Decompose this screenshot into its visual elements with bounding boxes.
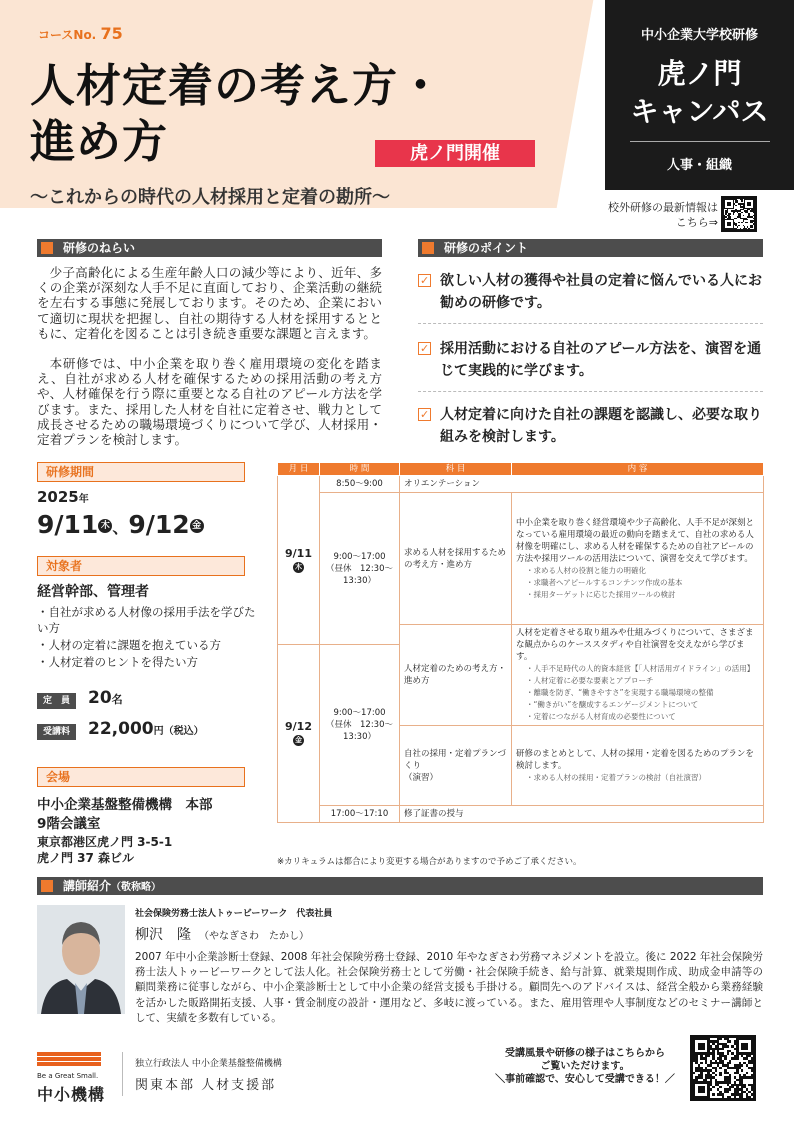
course-number: コースNo. 75 (38, 24, 123, 43)
campus-box (605, 0, 794, 190)
point-item: ✓ 人材定着に向けた自社の課題を認識し、必要な取り組みを検討します。 (418, 404, 763, 448)
curriculum-note: ※カリキュラムは都合により変更する場合がありますので予めご了承ください。 (277, 857, 582, 867)
instructor-org: 社会保険労務士法人トゥービーワーク 代表社員 (135, 909, 333, 919)
campus-top: 中小企業大学校研修 (640, 28, 758, 43)
time-cell: 17:00〜17:10 (320, 806, 400, 823)
fee-value: 22,000円（税込） (88, 719, 204, 739)
target-item: ・人材の定着に課題を抱えている方 (37, 638, 221, 652)
target-item: ・自社が求める人材像の採用手法を学びたい方 (37, 605, 256, 635)
curriculum-table (277, 462, 764, 823)
checkbox-icon (418, 342, 431, 355)
campus-name: 虎ノ門 キャンパス (630, 57, 769, 128)
checkbox-icon (418, 408, 431, 421)
footer-qr-note: 受講風景や研修の様子はこちらから ご覧いただけます。 ＼事前確認で、安心して受講できる！／ (495, 1048, 675, 1085)
checkbox-icon (418, 274, 431, 287)
aim-heading: 研修のねらい (37, 239, 382, 257)
subject-cell: オリエンテーション (400, 476, 764, 493)
qr-code-icon[interactable] (721, 196, 757, 232)
col-header: 科 目 (400, 463, 512, 476)
content-cell: 人材を定着させる取り組みや仕組みづくりについて、さまざまな観点からのケーススタディや自社演習を交えながら学びます。 ・人手不足時代の人的資本経営【「人材活用ガイドライン」の活用】 ・人材定着に必要な要素とアプローチ ・離職を防ぎ、“働きやすさ”を実現する職場環境の整備 ・“働きがい”を醸成するエンゲージメントについて ・定着につながる人材育成の必要性について (512, 625, 764, 726)
instructor-photo (37, 905, 125, 1014)
page-subtitle: 〜これからの時代の人材採用と定着の勘所〜 (30, 187, 390, 208)
subject-cell: 自社の採用・定着プランづくり （演習） (400, 726, 512, 806)
venue-badge: 虎ノ門開催 (375, 140, 535, 167)
aim-paragraph-2: 本研修では、中小企業を取り巻く雇用環境の変化を踏まえ、自社が求める人材を確保するための採用活動の考え方や、人材確保を行う際に重要となる自社のアピール方法を学びます。また、採用した人材を自社に定着させ、戦力として成長させるための職場環境づくりについて学び、人材採用・定着プランを検討します。 (37, 356, 382, 448)
capacity-value: 20名 (88, 688, 123, 708)
subject-cell: 求める人材を採用するための考え方・進め方 (400, 493, 512, 625)
instructor-name: 柳沢 隆 （やなぎさわ たかし） (135, 927, 309, 943)
target-item: ・人材定着のヒントを得たい方 (37, 655, 198, 669)
fee-tag: 受講料 (37, 724, 76, 740)
period-dates: 9/11 木 、9/12 金 (37, 510, 204, 543)
subject-cell: 修了証書の授与 (400, 806, 764, 823)
col-header: 時 間 (320, 463, 400, 476)
day1-date: 9/11 木 (278, 476, 320, 645)
point-item: ✓ 欲しい人材の獲得や社員の定着に悩んでいる人にお勧めの研修です。 (418, 270, 763, 314)
period-year: 2025年 (37, 488, 89, 506)
brand-logo: 中小機構 (37, 1085, 106, 1104)
instructor-heading: 講師紹介（敬称略） (37, 877, 763, 895)
brand-slogan: Be a Great Small. (37, 1072, 99, 1080)
campus-category: 人事・組織 (666, 158, 732, 173)
points-heading: 研修のポイント (418, 239, 763, 257)
period-label: 研修期間 (37, 462, 245, 482)
time-cell: 9:00〜17:00 （昼休 12:30〜13:30） (320, 493, 400, 645)
qr-note: 校外研修の最新情報は こちら⇒ (608, 201, 718, 229)
col-header: 月 日 (278, 463, 320, 476)
venue-address: 東京都港区虎ノ門 3-5-1 虎ノ門 37 森ビル (37, 835, 173, 865)
aim-paragraph-1: 少子高齢化による生産年齢人口の減少等により、近年、多くの企業が深刻な人手不足に直面しており、企業活動の継続を左右する事態に発展しております。そのため、企業において適切に現状を把握し、自社の期待する人材を採用するとともに、定着化を図ることは引き続き重要な課題と言えます。 (37, 265, 382, 341)
qr-code-icon[interactable] (690, 1035, 756, 1101)
col-header: 内 容 (512, 463, 764, 476)
capacity-tag: 定 員 (37, 693, 76, 709)
content-cell: 中小企業を取り巻く経営環境や少子高齢化、人手不足が深刻となっている雇用環境の最近の動向を踏まえて、自社の求める人材像を明確にし、求める人材を確保するための自社アピールの方法や採用ツールの活用法について、演習を交えて学びます。 ・求める人材の役割と能力の明確化 ・求職者へアピールするコンテンツ作成の基本 ・採用ターゲットに応じた採用ツールの検討 (512, 493, 764, 625)
instructor-bio: 2007 年中小企業診断士登録、2008 年社会保険労務士登録、2010 年やなぎさわ労務マネジメントを設立。後に 2022 年社会保険労務士法人トゥービーワークとして法人化。社会保険労務士として労働・社会保険手続き、給与計算、就業規則作成、助成金申請等の顧問業務に従事しながら、中小企業診断士として中小企業の経営支援も手掛ける。顧問先へのアドバイスは、経営全般から業務経験を活かした販路開拓支援、人事・賃金制度の設計・運用など、多岐に渡っている。また、雇用管理や人事制度などのセミナー講師として、実績を多数有している。 (135, 951, 763, 1024)
time-cell: 8:50〜9:00 (320, 476, 400, 493)
venue-name: 中小企業基盤整備機構 本部 9階会議室 (37, 797, 213, 832)
content-cell: 研修のまとめとして、人材の採用・定着を図るためのプランを検討します。 ・求める人材の採用・定着プランの検討（自社演習） (512, 726, 764, 806)
point-item: ✓ 採用活動における自社のアピール方法を、演習を通じて実践的に学びます。 (418, 338, 763, 382)
orange-stripes-icon (37, 1052, 101, 1066)
venue-label: 会場 (37, 767, 245, 787)
org-name: 独立行政法人 中小企業基盤整備機構 関東本部 人材支援部 (135, 1059, 282, 1093)
subject-cell: 人材定着のための考え方・進め方 (400, 625, 512, 726)
time-cell: 9:00〜17:00 （昼休 12:30〜13:30） (320, 645, 400, 806)
target-main: 経営幹部、管理者 (37, 584, 149, 600)
target-label: 対象者 (37, 556, 245, 576)
day2-date: 9/12 金 (278, 645, 320, 823)
page-title: 人材定着の考え方・ 進め方 (30, 59, 445, 168)
